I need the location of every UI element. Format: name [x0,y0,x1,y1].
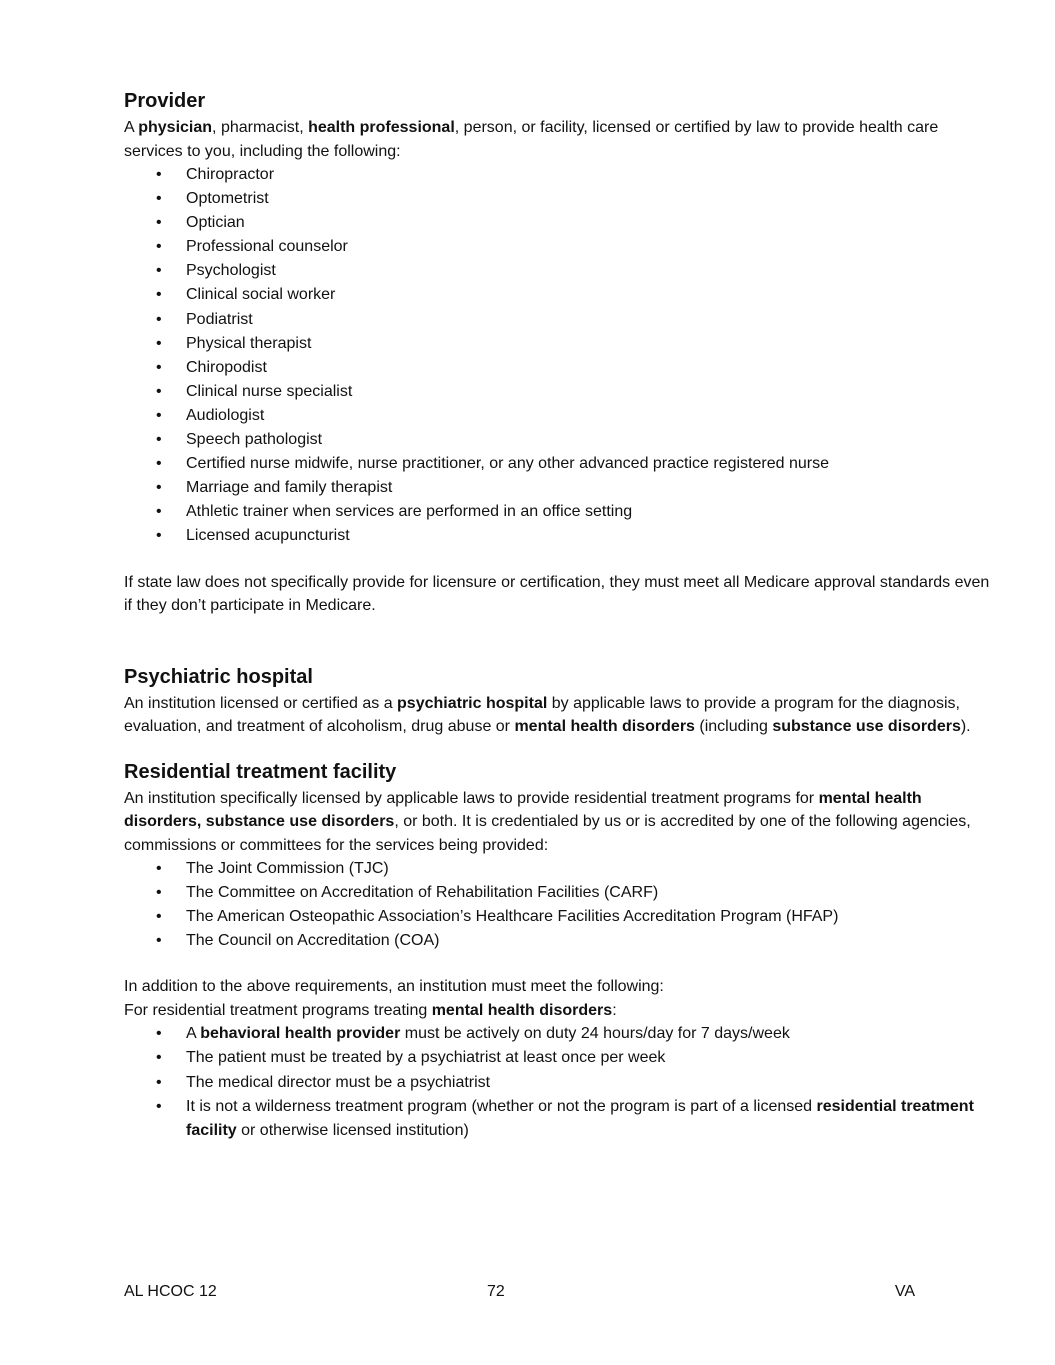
requirement-item [124,1022,994,1046]
requirements-list [124,1022,994,1142]
programs-intro [124,999,994,1023]
text-run: ). [960,718,971,735]
list-item: • Physical therapist [124,332,994,356]
text-run: must be actively on duty 24 hours/day for 7 days/week [400,1025,790,1043]
list-item: • Psychologist [124,259,994,283]
list-item: • The Committee on Accreditation of Rehabilitation Facilities (CARF) [124,881,994,905]
text-run: The patient must be treated by a psychiatrist at least once per week [186,1049,666,1067]
addition-text: In addition to the above requirements, an institution must meet the following: [124,978,664,996]
list-item: • Certified nurse midwife, nurse practitioner, or any other advanced practice registered nurse [124,452,994,476]
bold-term: mental health disorders, substance use disorders [124,789,922,830]
residential-treatment-heading: Residential treatment facility [124,760,397,783]
bold-term: physician [138,119,213,136]
provider-note: If state law does not specifically provide for licensure or certification, they must meet all Medicare approval standards even if they don’t participate in Medicare. [124,573,990,614]
text-run: , person, or facility, licensed or certified by law to provide health care services to you, including the following: [124,119,939,160]
bold-term: psychiatric hospital [397,694,548,712]
bold-term: health professional [308,119,455,136]
text-run: For residential treatment programs treating [124,1001,432,1019]
list-item: • Audiologist [124,404,994,428]
bold-term: substance use disorders [772,718,961,735]
bold-term: residential treatment facility [186,1097,974,1139]
text-run: or otherwise licensed institution) [236,1121,469,1139]
bold-term: mental health disorders [514,718,695,735]
text-run: , pharmacist, [212,119,309,136]
provider-intro [124,116,994,163]
bold-term: behavioral health provider [200,1025,401,1043]
text-run: An institution specifically licensed by applicable laws to provide residential treatment programs for [124,789,819,807]
text-run: by applicable laws to provide a program for the diagnosis, evaluation, and treatment of alcoholism, drug abuse or [124,694,960,735]
list-item: • Chiropractor [124,163,994,187]
text-run: A [186,1025,201,1043]
list-item: • Speech pathologist [124,428,994,452]
requirement-item [124,1095,994,1143]
provider-heading: Provider [124,90,206,112]
list-item: • Clinical nurse specialist [124,380,994,404]
psychiatric-hospital-heading: Psychiatric hospital [124,665,313,688]
list-item: • Chiropodist [124,356,994,380]
list-item: • Clinical social worker [124,283,994,307]
provider-list [124,163,994,549]
requirement-item [124,1071,994,1095]
list-item: • Professional counselor [124,235,994,259]
bold-term: mental health disorders [431,1001,613,1019]
text-run: , or both. It is credentialed by us or is accredited by one of the following agencies, commissions or committees for the services being provided: [124,813,971,854]
list-item: • Optometrist [124,187,994,211]
text-run: It is not a wilderness treatment program (whether or not the program is part of a licensed [186,1097,817,1115]
psychiatric-hospital-body [124,692,994,739]
page-number: 72 [487,1283,505,1300]
text-run: : [612,1001,617,1019]
document-page [124,86,994,1143]
agency-list [124,857,994,953]
text-run: The medical director must be a psychiatrist [186,1073,491,1091]
list-item: • Podiatrist [124,308,994,332]
footer-doc-code: AL HCOC 12 [124,1283,217,1300]
list-item: • The American Osteopathic Association’s Healthcare Facilities Accreditation Program (HFAP) [124,905,994,929]
list-item: • Athletic trainer when services are performed in an office setting [124,500,994,524]
requirement-item [124,1046,994,1070]
list-item: • Marriage and family therapist [124,476,994,500]
page-footer [124,1280,915,1304]
list-item: • Optician [124,211,994,235]
list-item: • Licensed acupuncturist [124,524,994,548]
text-run: An institution licensed or certified as a [124,694,398,712]
text-run: A [124,119,139,136]
residential-treatment-body [124,787,994,858]
text-run: (including [694,718,773,735]
list-item: • The Council on Accreditation (COA) [124,929,994,953]
footer-state: VA [894,1283,915,1300]
list-item: • The Joint Commission (TJC) [124,857,994,881]
